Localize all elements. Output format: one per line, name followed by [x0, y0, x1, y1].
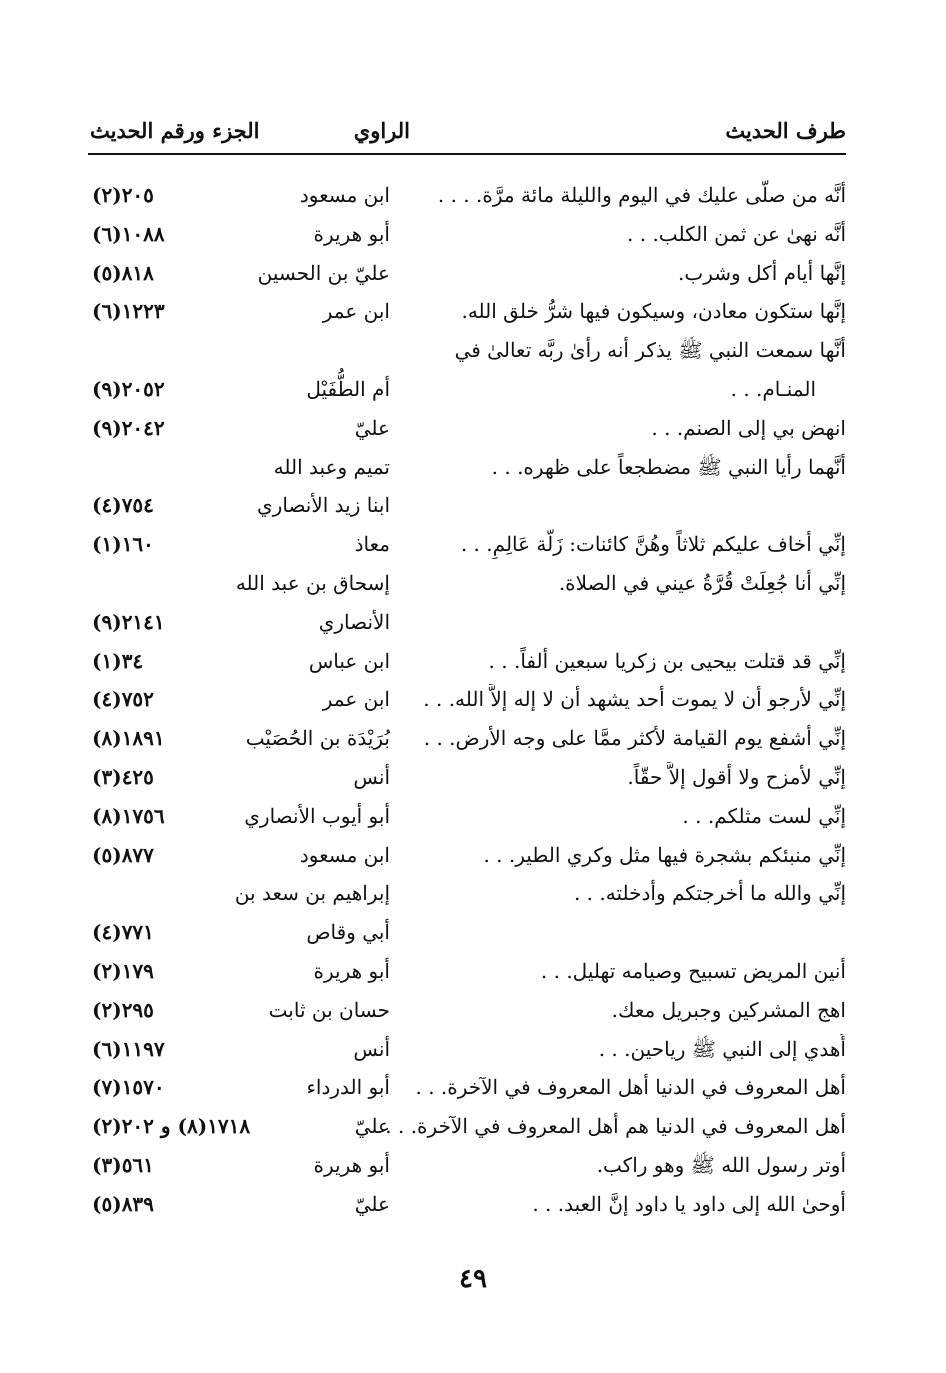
table-row: [0, 1189, 946, 1229]
volume-hadith-reference: ١٨٩١(٨): [92, 726, 165, 750]
narrator-name: ابن عمر: [322, 687, 390, 711]
hadith-text: أنَّه من صلَّى عليك في اليوم والليلة مائة مرَّة. . . .: [437, 183, 846, 207]
narrator-name: أبو هريرة: [313, 222, 390, 246]
table-row: [0, 840, 946, 880]
volume-hadith-reference: ٨١٨(٥): [92, 261, 154, 285]
table-row: [0, 219, 946, 259]
volume-hadith-reference: ٢٠٥(٢): [92, 183, 154, 207]
table-row: [0, 995, 946, 1035]
hadith-text: إنِّي لست مثلكم. . .: [682, 804, 846, 828]
hadith-text: إنِّي أشفع يوم القيامة لأكثر ممَّا على وجه الأرض. . .: [423, 726, 846, 750]
narrator-name: أبو هريرة: [313, 959, 390, 983]
narrator-name: أنس: [353, 1037, 390, 1061]
hadith-text: انهض بي إلى الصنم. . .: [651, 416, 846, 440]
narrator-name: أبي وقاص: [306, 920, 390, 944]
table-row: [0, 723, 946, 763]
table-row: [0, 607, 946, 647]
hadith-text: إنِّي قد قتلت بيحيى بن زكريا سبعين ألفاً. . .: [488, 649, 846, 673]
narrator-name: أنس: [353, 765, 390, 789]
table-row: [0, 1034, 946, 1074]
column-header-reference: الجزء ورقم الحديث: [90, 118, 260, 143]
hadith-text: أُهدي إلى النبي ﷺ رياحين. . .: [598, 1037, 846, 1061]
volume-hadith-reference: ١٥٧٠(٧): [92, 1075, 165, 1099]
volume-hadith-reference: ١٧٥٦(٨): [92, 804, 165, 828]
page-number: ٤٩: [459, 1264, 487, 1294]
column-header-hadith: طرف الحديث: [725, 118, 846, 143]
narrator-name: ابن عباس: [308, 649, 390, 673]
narrator-name: عليّ: [354, 1192, 390, 1216]
hadith-text: أنين المريض تسبيح وصيامه تهليل. . .: [540, 959, 846, 983]
table-row: [0, 374, 946, 414]
volume-hadith-reference: ٧٥٢(٤): [92, 687, 154, 711]
volume-hadith-reference: ١٦٠(١): [92, 532, 154, 556]
table-row: [0, 1150, 946, 1190]
volume-hadith-reference: ٢٠٥٢(٩): [92, 377, 165, 401]
narrator-name: ابن عمر: [322, 299, 390, 323]
volume-hadith-reference: ٨٧٧(٥): [92, 843, 154, 867]
hadith-text: المنـام. . .: [730, 377, 816, 401]
header-divider: [88, 153, 846, 155]
volume-hadith-reference: ١١٩٧(٦): [92, 1037, 165, 1061]
table-row: [0, 568, 946, 608]
narrator-name: إسحاق بن عبد الله: [235, 571, 390, 595]
volume-hadith-reference: ٣٤(١): [92, 649, 144, 673]
hadith-text: أوحىٰ الله إلى داود يا داود إنَّ العبد. . .: [532, 1192, 846, 1216]
table-row: [0, 917, 946, 957]
volume-hadith-reference: ٢٩٥(٢): [92, 998, 154, 1022]
volume-hadith-reference: ٤٢٥(٣): [92, 765, 154, 789]
table-row: [0, 335, 946, 375]
hadith-text: أوتر رسول الله ﷺ وهو راكب.: [596, 1153, 846, 1177]
narrator-name: معاذ: [354, 532, 390, 556]
volume-hadith-reference: ٧٧١(٤): [92, 920, 154, 944]
table-row: [0, 452, 946, 492]
table-row: [0, 180, 946, 220]
hadith-text: اهج المشركين وجبريل معك.: [611, 998, 846, 1022]
narrator-name: عليّ: [354, 416, 390, 440]
narrator-name: حسان بن ثابت: [268, 998, 390, 1022]
hadith-text: إنَّها ستكون معادن، وسيكون فيها شرُّ خلق الله.: [461, 299, 846, 323]
table-row: [0, 1072, 946, 1112]
hadith-text: إنِّي لأمزح ولا أقول إلاَّ حقّاً.: [627, 765, 846, 789]
volume-hadith-reference: ١٧٩(٢): [92, 959, 154, 983]
table-row: [0, 258, 946, 298]
narrator-name: أبو هريرة: [313, 1153, 390, 1177]
narrator-name: عليّ: [354, 1114, 390, 1138]
table-row: [0, 684, 946, 724]
volume-hadith-reference: ١٠٨٨(٦): [92, 222, 165, 246]
hadith-text: أنَّهما رأيا النبي ﷺ مضطجعاً على ظهره. . .: [491, 455, 846, 479]
narrator-name: ابن مسعود: [299, 183, 390, 207]
hadith-text: إنِّي أنا جُعِلَتْ قُرَّةُ عيني في الصلاة.: [558, 571, 846, 595]
table-row: [0, 529, 946, 569]
table-row: [0, 646, 946, 686]
table-row: [0, 1111, 946, 1151]
narrator-name: أم الطُّفَيْل: [306, 377, 390, 401]
table-row: [0, 490, 946, 530]
hadith-text: إنَّها أيام أكل وشرب.: [678, 261, 846, 285]
narrator-name: أبو أيوب الأنصاري: [244, 804, 390, 828]
hadith-text: إنِّي والله ما أخرجتكم وأدخلته. . .: [573, 881, 846, 905]
table-row: [0, 413, 946, 453]
table-row: [0, 801, 946, 841]
hadith-text: إنِّي لأرجو أن لا يموت أحد يشهد أن لا إله إلاَّ الله. . .: [423, 687, 846, 711]
narrator-name: أبو الدرداء: [306, 1075, 390, 1099]
column-header-narrator: الراوي: [353, 118, 410, 143]
table-row: [0, 878, 946, 918]
hadith-text: أنَّه نهىٰ عن ثمن الكلب. . .: [627, 222, 846, 246]
volume-hadith-reference: ٨٣٩(٥): [92, 1192, 154, 1216]
volume-hadith-reference: ٧٥٤(٤): [92, 493, 154, 517]
volume-hadith-reference: ١٢٢٣(٦): [92, 299, 165, 323]
narrator-name: ابن مسعود: [299, 843, 390, 867]
table-row: [0, 296, 946, 336]
table-row: [0, 762, 946, 802]
volume-hadith-reference: ٢١٤١(٩): [92, 610, 165, 634]
narrator-name: ابنا زيد الأنصاري: [257, 493, 390, 517]
volume-hadith-reference: ٢٠٤٢(٩): [92, 416, 165, 440]
volume-hadith-reference: ٥٦١(٣): [92, 1153, 154, 1177]
volume-hadith-reference: ١٧١٨(٨) و ٢٠٢(٢): [92, 1114, 251, 1138]
narrator-name: تميم وعبد الله: [273, 455, 390, 479]
hadith-text: أنَّها سمعت النبي ﷺ يذكر أنه رأىٰ ربَّه تعالىٰ في: [454, 338, 846, 362]
hadith-text: إنِّي أخاف عليكم ثلاثاً وهُنَّ كائنات: زَلَّة عَالِمٍ. . .: [460, 532, 846, 556]
hadith-text: أهل المعروف في الدنيا أهل المعروف في الآخرة. . .: [415, 1075, 846, 1099]
table-row: [0, 956, 946, 996]
narrator-name: إبراهيم بن سعد بن: [234, 881, 390, 905]
hadith-text: إنِّي منبئكم بشجرة فيها مثل وكري الطير. . .: [483, 843, 846, 867]
narrator-name: بُرَيْدَة بن الحُصَيْب: [245, 726, 390, 750]
narrator-name: الأنصاري: [318, 610, 390, 634]
hadith-text: أهل المعروف في الدنيا هم أهل المعروف في الآخرة. . .: [385, 1114, 846, 1138]
narrator-name: عليّ بن الحسين: [257, 261, 390, 285]
